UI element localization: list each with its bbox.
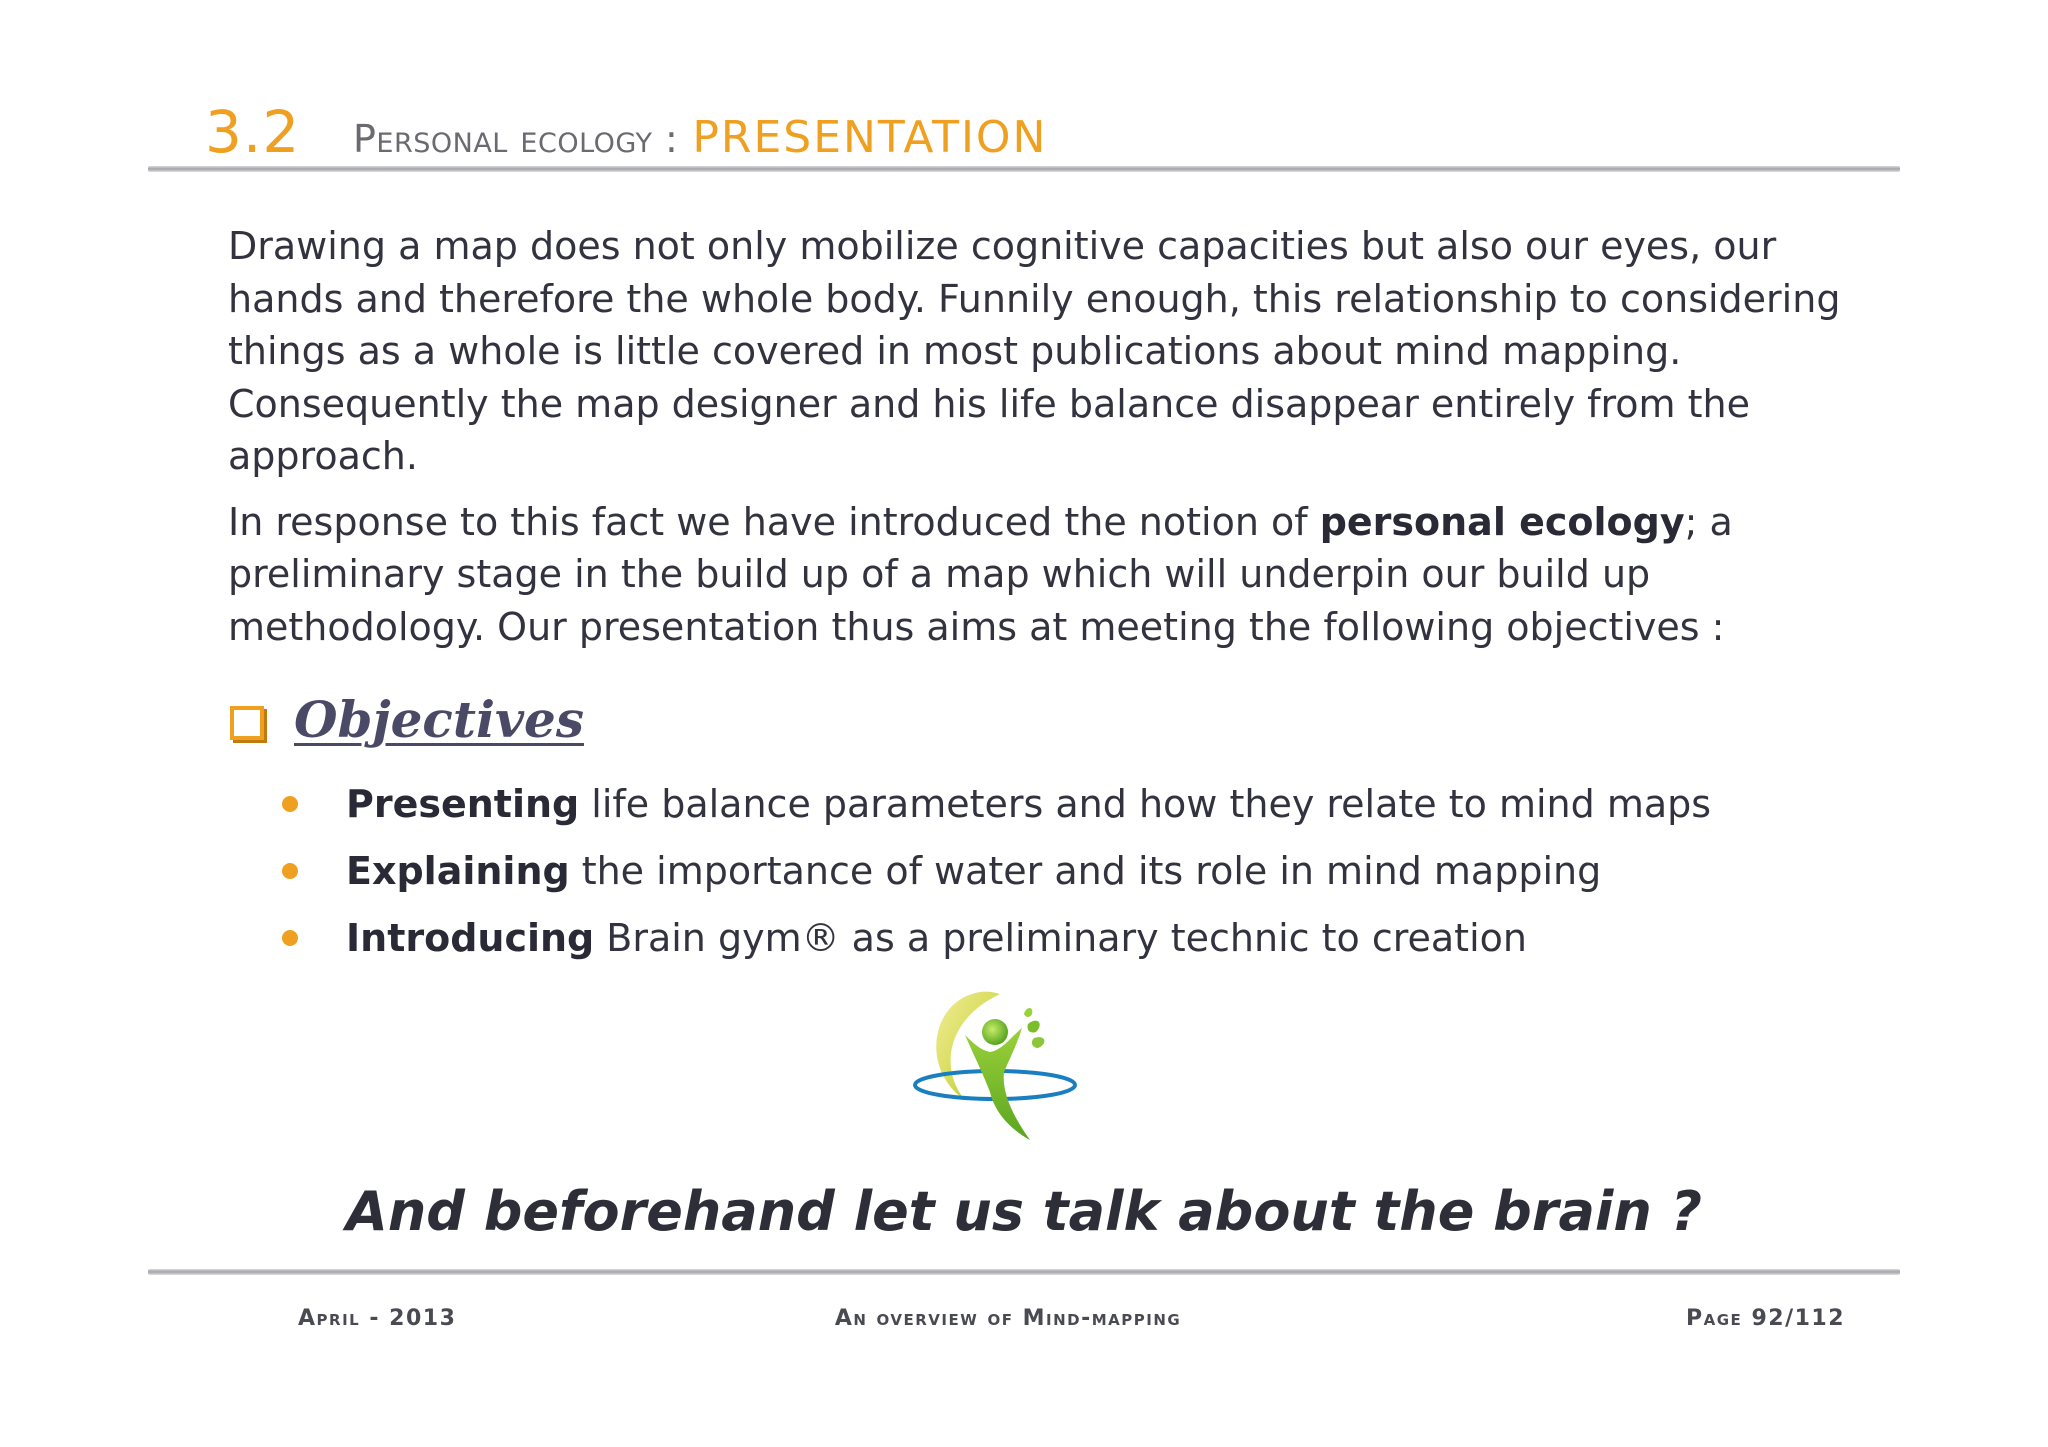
objectives-list xyxy=(282,770,1711,971)
checkbox-bullet-icon xyxy=(230,706,264,740)
section-title: PRESENTATION xyxy=(692,112,1048,163)
bullet-dot-icon xyxy=(282,930,298,946)
footer-date: April - 2013 xyxy=(298,1306,457,1331)
section-number: 3.2 xyxy=(205,98,301,166)
personal-ecology-term: personal ecology xyxy=(1319,499,1685,544)
body-text xyxy=(228,220,1868,666)
wellness-figure-icon xyxy=(910,980,1090,1155)
objectives-heading xyxy=(230,690,584,749)
closing-question: And beforehand let us talk about the brain ? xyxy=(346,1180,1702,1243)
section-subtitle: Personal ecology : xyxy=(353,117,679,161)
response-text-start: In response to this fact we have introduced the notion of xyxy=(228,499,1320,544)
list-item xyxy=(282,904,1711,971)
intro-paragraph: Drawing a map does not only mobilize cognitive capacities but also our eyes, our hands and therefore the whole body. Funnily enough, this relationship to considering things as a whole is little covered in most publications about mind mapping. Consequently the map designer and his life balance disappear entirely from the approach. xyxy=(228,224,1841,478)
objective-keyword: Presenting xyxy=(346,781,580,826)
objective-keyword: Introducing xyxy=(346,915,595,960)
footer-divider xyxy=(148,1269,1900,1275)
list-item xyxy=(282,837,1711,904)
bullet-dot-icon xyxy=(282,863,298,879)
bullet-dot-icon xyxy=(282,796,298,812)
response-text-end: ; a preliminary stage in the build up of a map which will underpin our build up methodology. Our presentation thus aims at meeting the following objectives : xyxy=(228,499,1733,649)
response-paragraph xyxy=(228,496,1868,654)
list-item xyxy=(282,770,1711,837)
objective-text: Brain gym® as a preliminary technic to creation xyxy=(606,915,1527,960)
objective-text: the importance of water and its role in mind mapping xyxy=(581,848,1602,893)
footer-document-title: An overview of Mind-mapping xyxy=(834,1306,1182,1331)
footer-page-number: Page 92/112 xyxy=(1686,1306,1846,1331)
header-divider xyxy=(148,166,1900,172)
objectives-title: Objectives xyxy=(294,690,584,749)
objective-text: life balance parameters and how they relate to mind maps xyxy=(591,781,1712,826)
objective-keyword: Explaining xyxy=(346,848,570,893)
